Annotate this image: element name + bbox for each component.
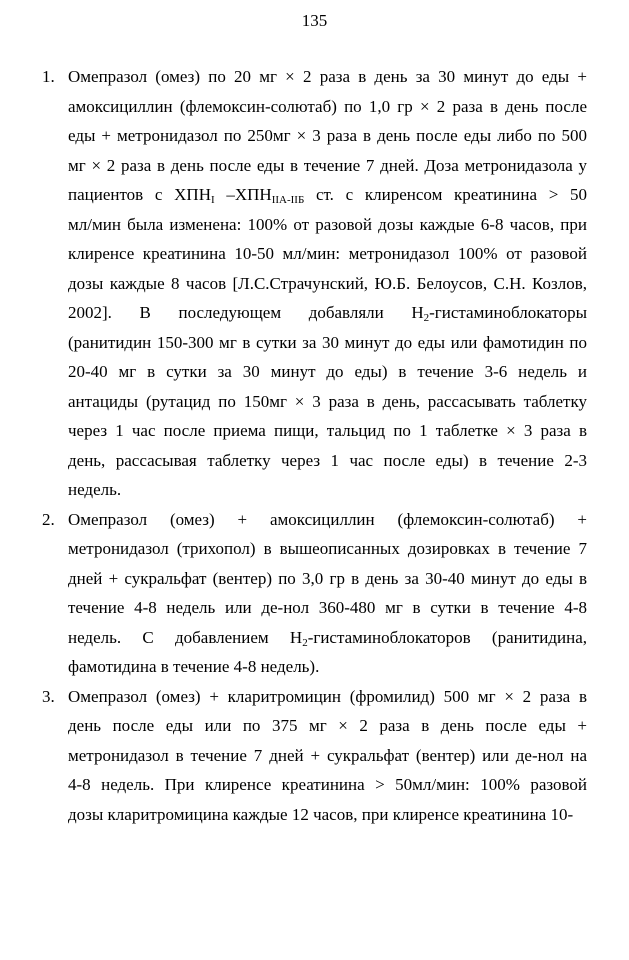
text-line: дозы каждые 8 часов [Л.С.Страчунский, Ю.Б. Белоусов, С.Н. Козлов, — [68, 273, 587, 293]
list-item-text — [68, 682, 587, 830]
text-line: еды + метронидазол по 250мг × 3 раза в день после еды либо по 500 — [68, 126, 587, 145]
text-line: Омепразол (омез) + кларитромицин (фромилид) 500 мг × 2 раза в — [68, 686, 587, 706]
text-line: течение 4-8 недель или де-нол 360-480 мг в сутки в течение 4-8 — [68, 598, 587, 617]
text-line: (ранитидин 150-300 мг в сутки за 30 минут до еды или фамотидин по — [68, 332, 587, 352]
text-line: недель. — [68, 480, 122, 499]
text-line: Омепразол (омез) по 20 мг × 2 раза в день за 30 минут до еды + — [68, 67, 587, 86]
text-line: недель. С добавлением $H_2$-гистаминоблокаторов (ранитидина, — [68, 627, 588, 649]
list-item — [42, 62, 587, 505]
list-item-number: 1. — [42, 67, 55, 86]
text-line: Омепразол (омез) + амоксициллин (флемоксин-солютаб) + — [68, 509, 587, 529]
list-item — [42, 682, 587, 830]
text-line: мл/мин была изменена: 100% от разовой дозы каждые 6-8 часов, при — [68, 214, 587, 234]
subscript: 2 — [302, 636, 308, 649]
numbered-list — [42, 62, 587, 829]
text-line: антациды (рутацид по 150мг × 3 раза в день, рассасывать таблетку — [68, 391, 587, 411]
subscript: I — [211, 194, 215, 206]
list-item-number: 3. — [42, 686, 55, 706]
text-line: 20-40 мг в сутки за 30 минут до еды) в течение 3-6 недель и — [68, 362, 587, 381]
list-item-text — [68, 505, 587, 682]
subscript: IIA-IIБ — [271, 194, 305, 206]
text-line: метронидазол в течение 7 дней + сукральфат (вентер) или де-нол на — [68, 745, 587, 765]
text-line: метронидазол (трихопол) в вышеописанных дозировках в течение 7 — [68, 539, 587, 558]
subscript: 2 — [423, 312, 430, 324]
list-item-number: 2. — [42, 509, 55, 529]
text-line: день, рассасывая таблетку через 1 час после еды) в течение 2-3 — [68, 450, 587, 470]
text-line: через 1 час после приема пищи, тальцид по 1 таблетке × 3 раза в — [68, 421, 587, 440]
text-line: пациентов с $ХПН_I$ $-ХПН_{IIA-IIБ}$ ст. с клиренсом креатинина > 50 — [68, 185, 587, 206]
text-line: дней + сукральфат (вентер) по 3,0 гр в день за 30-40 минут до еды в — [68, 568, 587, 588]
text-line: амоксициллин (флемоксин-солютаб) по 1,0 гр × 2 раза в день после — [68, 96, 587, 116]
text-line: 4-8 недель. При клиренсе креатинина > 50мл/мин: 100% разовой — [68, 775, 587, 794]
text-line: день после еды или по 375 мг × 2 раза в день после еды + — [68, 716, 587, 735]
text-line: клиренсе креатинина 10-50 мл/мин: метронидазол 100% от разовой — [68, 244, 587, 263]
list-item-text — [68, 62, 587, 505]
text-line: 2002]. В последующем добавляли $H_2$-гистаминоблокаторы — [68, 303, 587, 324]
text-line: дозы кларитромицина каждые 12 часов, при клиренсе креатинина 10- — [68, 804, 574, 824]
text-line: мг × 2 раза в день после еды в течение 7 дней. Доза метронидазола у — [68, 155, 587, 175]
text-line: фамотидина в течение 4-8 недель). — [68, 657, 320, 676]
page-number: 135 — [301, 11, 328, 30]
list-item — [42, 505, 587, 682]
